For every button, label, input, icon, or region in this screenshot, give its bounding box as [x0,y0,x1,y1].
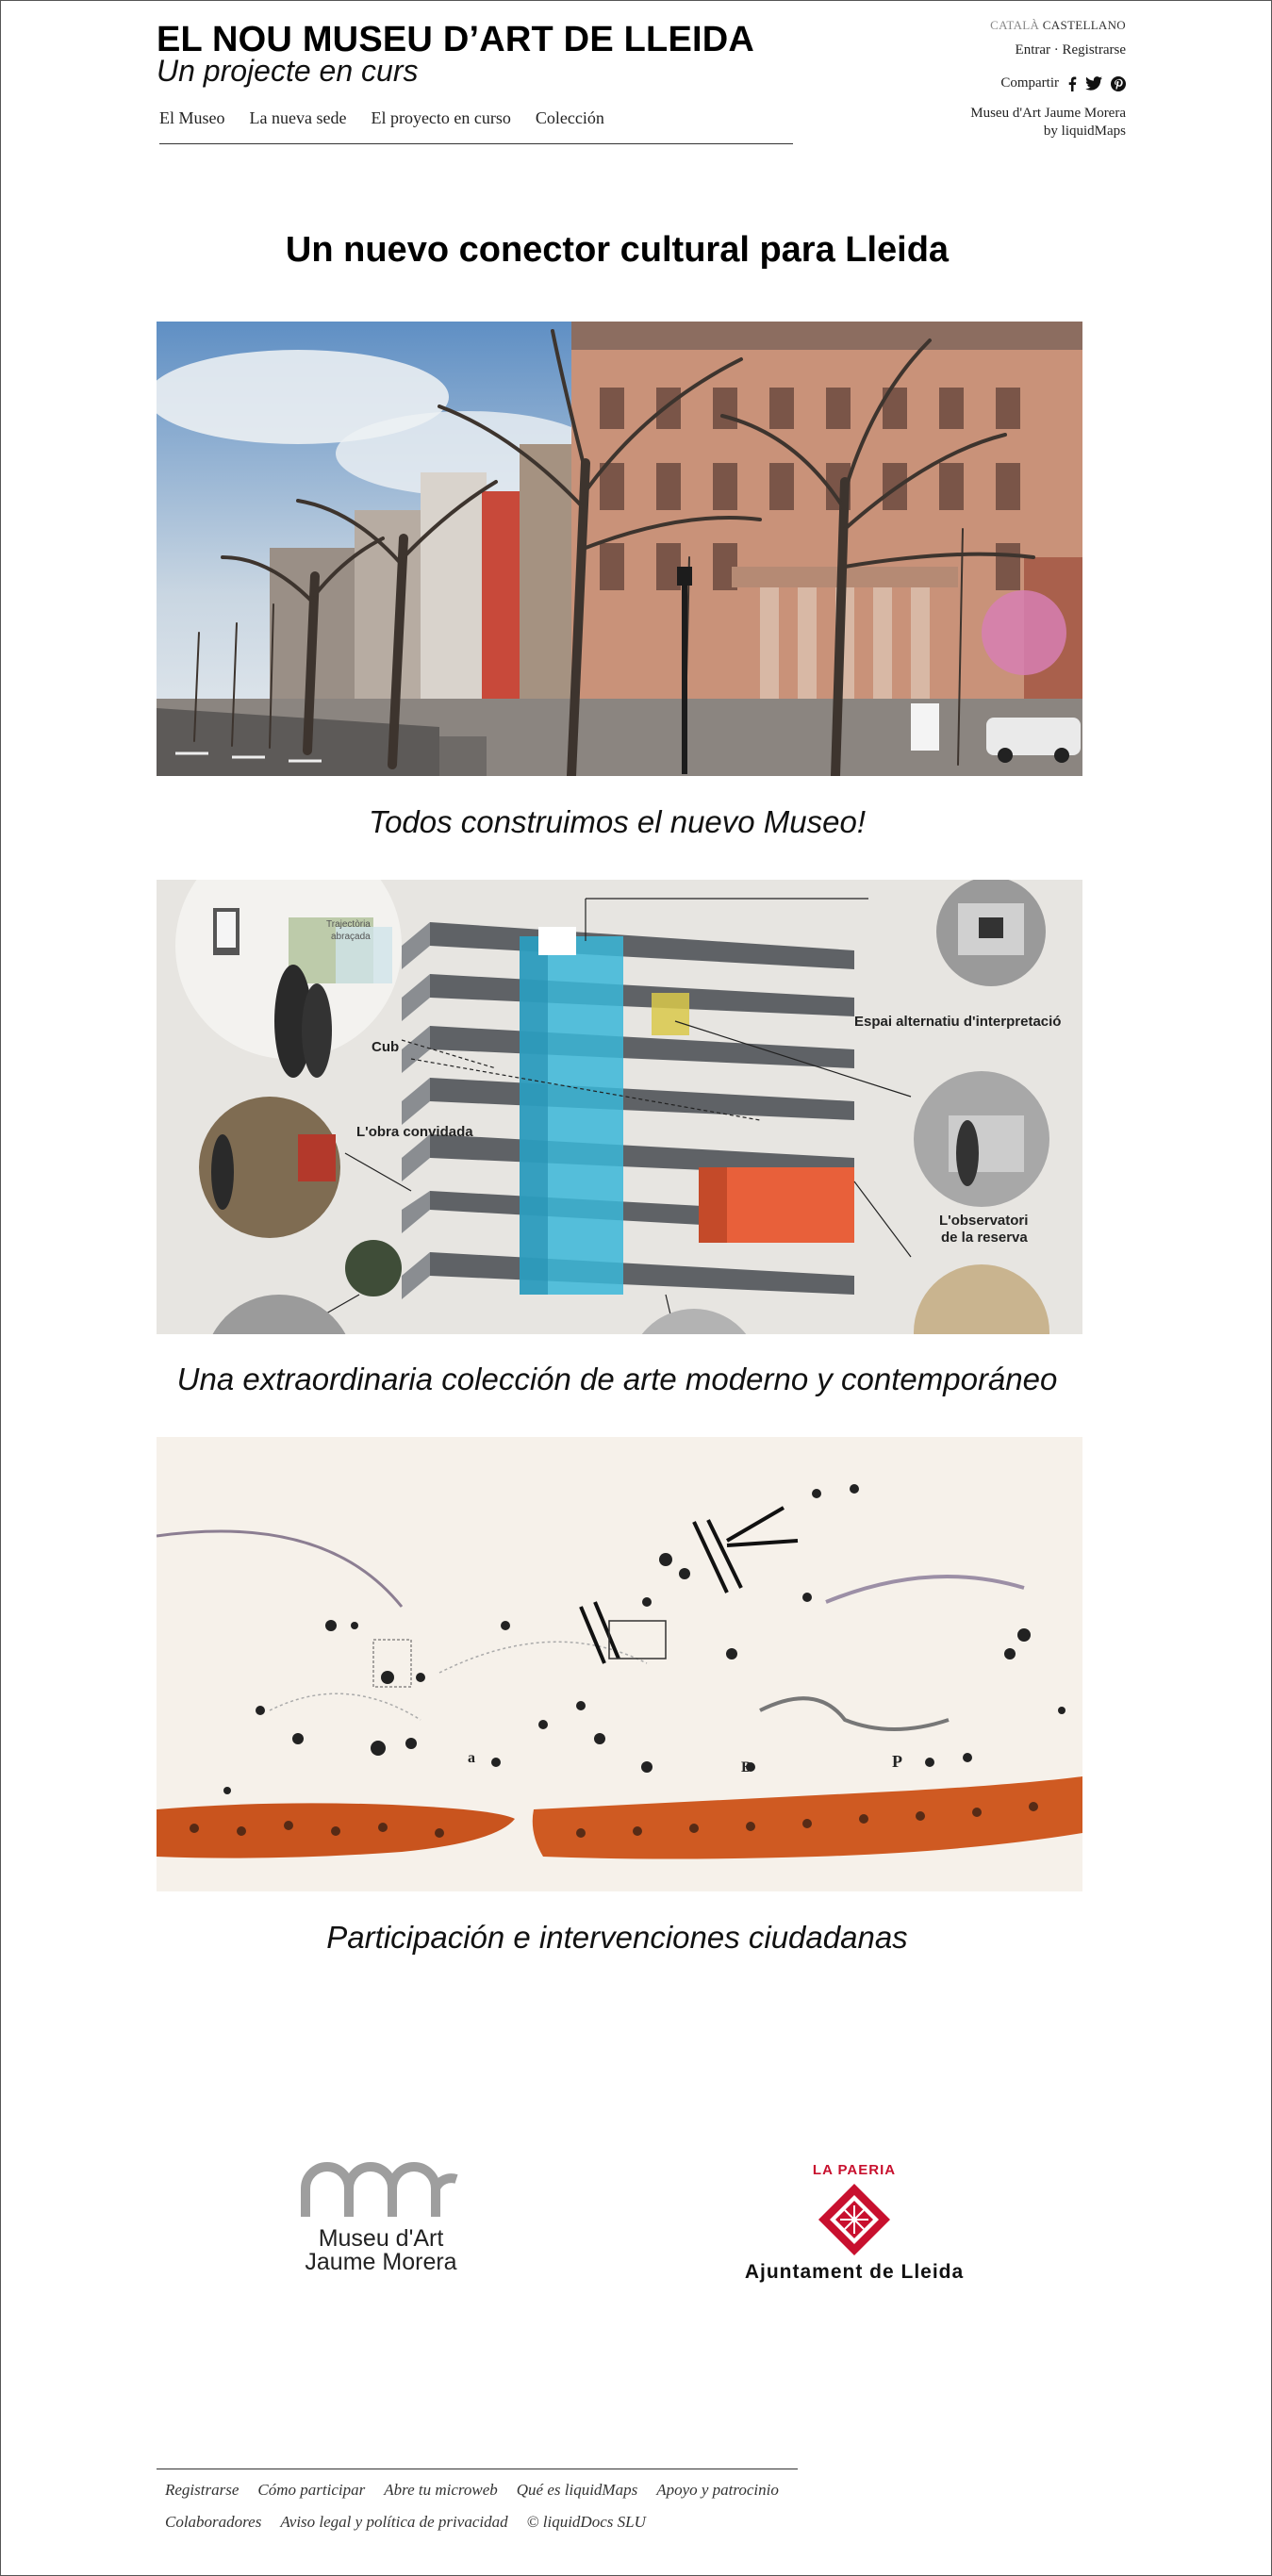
nav-item-la-nueva-sede[interactable]: La nueva sede [249,108,347,127]
paeria-emblem-icon [817,2182,892,2257]
brand-line-liquidmaps: by liquidMaps [1043,124,1126,139]
diagram-label-abracada: abraçada [331,932,371,942]
header-divider [159,143,793,144]
nav-item-el-proyecto-en-curso[interactable]: El proyecto en curso [371,108,511,127]
svg-text:a: a [468,1750,475,1766]
brand-line-museum: Museu d'Art Jaume Morera [970,106,1126,121]
svg-text:B: B [741,1759,752,1775]
footer-link-registrarse[interactable]: Registrarse [165,2481,240,2499]
account-links [970,42,1126,58]
feature-image-artwork[interactable] [157,1437,1082,1891]
museu-logo-line-1: Museu d'Art [318,2225,444,2252]
twitter-icon[interactable] [1085,76,1102,91]
paeria-logo-top-text: LA PAERIA [812,2162,897,2178]
page-title: Un nuevo conector cultural para Lleida [285,230,950,270]
lang-catala[interactable]: CATALÀ [990,18,1040,32]
footer-links-row-2 [165,2513,646,2532]
brand-credit[interactable] [970,105,1126,140]
footer-link-que-es-liquidmaps[interactable]: Qué es liquidMaps [516,2481,638,2499]
facebook-icon[interactable] [1067,76,1077,91]
register-link[interactable]: Registrarse [1062,42,1126,58]
account-separator: · [1053,42,1059,58]
login-link[interactable]: Entrar [1015,42,1051,58]
main-nav [159,108,604,128]
diagram-label-observatori-2: de la reserva [941,1230,1028,1246]
feature-caption-3[interactable]: Participación e intervenciones ciudadanas [326,1920,908,1955]
footer-link-abre-tu-microweb[interactable]: Abre tu microweb [384,2481,498,2499]
diagram-label-trajectoria: Trajectòria [326,919,371,930]
footer-link-como-participar[interactable]: Cómo participar [257,2481,366,2499]
nav-item-coleccion[interactable]: Colección [535,108,604,127]
footer-copyright: © liquidDocs SLU [526,2513,646,2531]
share-bar [970,75,1126,91]
feature-caption-1[interactable]: Todos construimos el nuevo Museo! [368,804,867,839]
footer-link-aviso-legal[interactable]: Aviso legal y política de privacidad [280,2513,508,2531]
header-utilities [970,18,1126,140]
diagram-label-obra: L'obra convidada [356,1124,473,1140]
language-switcher [970,18,1126,33]
lang-castellano[interactable]: CASTELLANO [1042,18,1126,32]
museu-jaume-morera-logo[interactable] [301,2162,461,2274]
svg-text:P: P [892,1752,902,1771]
diagram-label-observatori-1: L'observatori [939,1213,1029,1229]
paeria-logo-bottom-text: Ajuntament de Lleida [744,2261,965,2283]
diagram-label-cub: Cub [372,1039,400,1055]
nav-item-el-museo[interactable]: El Museo [159,108,225,127]
ajuntament-lleida-logo[interactable] [727,2162,982,2284]
museu-logo-mark-icon [301,2162,461,2217]
feature-caption-2[interactable]: Una extraordinaria colección de arte moderno y contemporáneo [176,1362,1058,1396]
site-subtitle: Un projecte en curs [157,54,419,88]
share-label: Compartir [1000,75,1059,91]
pinterest-icon[interactable] [1111,76,1126,91]
feature-image-street-photo[interactable] [157,322,1082,776]
footer-link-apoyo-y-patrocinio[interactable]: Apoyo y patrocinio [656,2481,779,2499]
footer-link-colaboradores[interactable]: Colaboradores [165,2513,262,2531]
feature-image-museum-diagram[interactable] [157,880,1082,1334]
site-title[interactable]: EL NOU MUSEU D’ART DE LLEIDA [157,20,755,59]
footer-links-row-1 [165,2481,779,2500]
diagram-label-espai: Espai alternatiu d'interpretació [854,1014,1062,1030]
museu-logo-line-2: Jaume Morera [305,2249,457,2275]
